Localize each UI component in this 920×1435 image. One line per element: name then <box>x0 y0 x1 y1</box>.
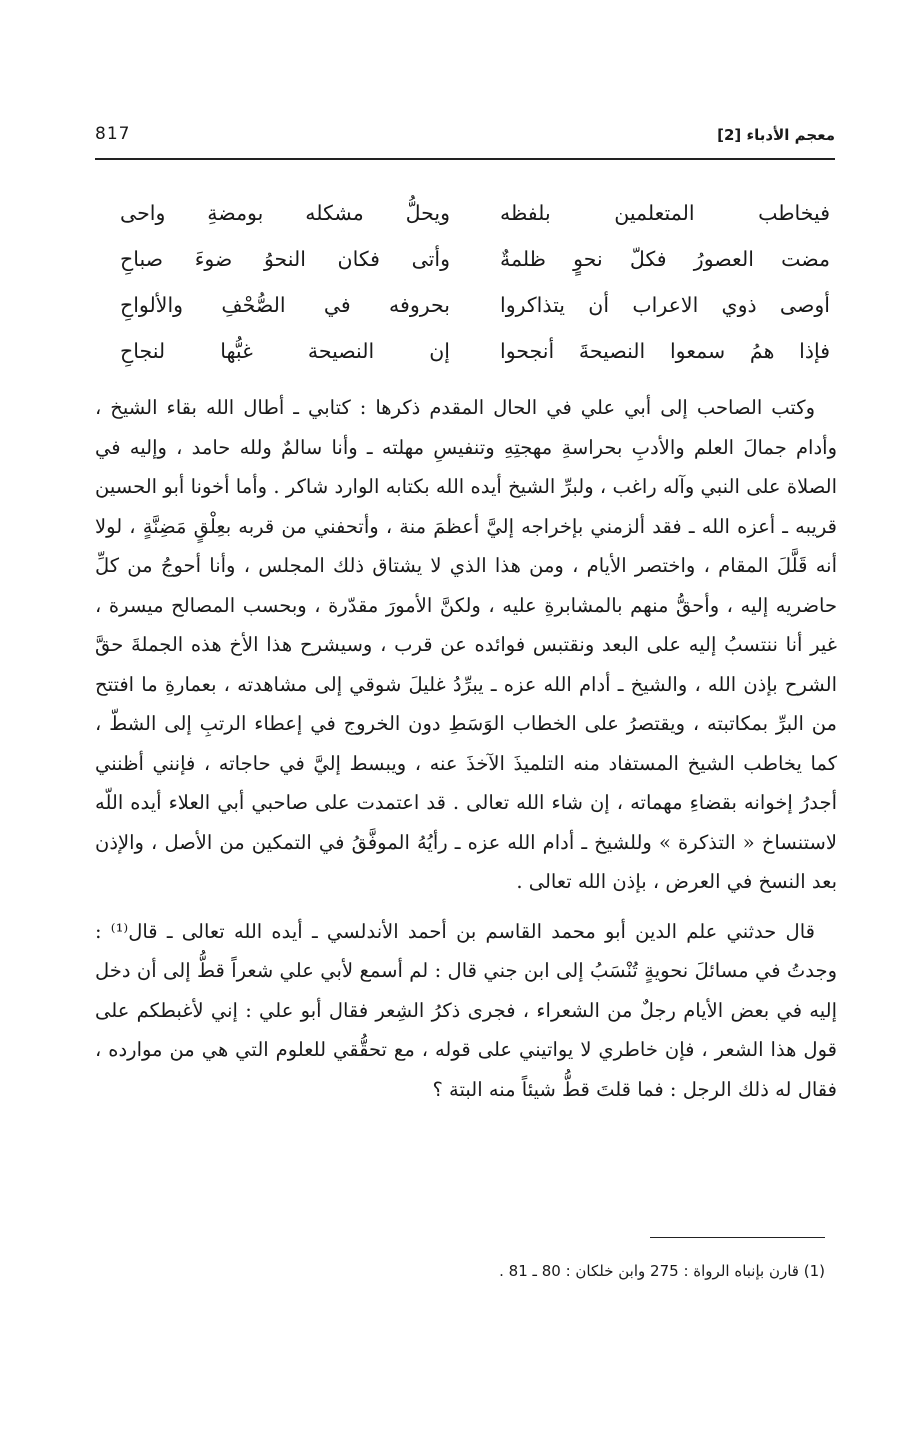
poem-verse <box>120 328 830 374</box>
paragraph-anecdote: قال حدثني علم الدين أبو محمد القاسم بن أحمد الأندلسي ـ أيده الله تعالى ـ قال⁽¹⁾ : وجدتُ في مسائلَ نحويةٍ تُنْسَبُ إلى ابن جني قال : لم أسمع لأبي علي شعراً قطُّ إلى أن دخل إليه في بعض الأيام رجلٌ من الشعراء ، فجرى ذكرُ الشِعر فقال أبو علي : إني لأغبطكم على قول هذا الشعر ، فإن خاطري لا يواتيني على قوله ، مع تحقُّقي للعلوم التي هي من موارده ، فقال له ذلك الرجل : فما قلتَ قطُّ شيئاً منه البتة ؟ <box>95 919 837 1101</box>
verse-second-hemistich: بحروفه في الصُّحْفِ والألواحِ <box>120 293 450 317</box>
footnote-divider <box>650 1237 825 1238</box>
poem-verse <box>120 190 830 236</box>
page-header <box>95 118 835 160</box>
poem-verse <box>120 282 830 328</box>
paragraph-letter: وكتب الصاحب إلى أبي علي في الحال المقدم ذكرها : كتابي ـ أطال الله بقاء الشيخ ، وأدام جمالَ العلم والأدبِ بحراسةِ مهجتِهِ وتنفيسِ مهلته ـ وأنا سالمٌ ولله حامد ، وإليه في الصلاة على النبي وآله راغب ، ولبرِّ الشيخ أيده الله بكتابه الوارد شاكر . وأما أخونا أبو الحسين قريبه ـ أعزه الله ـ فقد ألزمني بإخراجه إليَّ أعظمَ منة ، وأتحفني من قربه بعِلْقٍ مَضِنَّةٍ ، لولا أنه قَلَّلَ المقام ، واختصر الأيام ، ومن هذا الذي لا يشتاق ذلك المجلس ، وأنا أحوجُ من كلِّ حاضريه إليه ، وأحقُّ منهم بالمشابرةِ عليه ، ولكنَّ الأمورَ مقدّرة ، وبحسب المصالح ميسرة ، غير أنا ننتسبُ إليه على البعد ونقتبس فوائده عن قرب ، وسيشرح هذا الأخ هذه الجملةَ حقَّ الشرح بإذن الله ، والشيخ ـ أدام الله عزه ـ يبرِّدُ غليلَ شوقي إلى مشاهدته ، بعمارةِ ما افتتح من البرِّ بمكاتبته ، ويقتصرُ على الخطاب الوَسَطِ دون الخروج في إعطاء الرتبِ إلى الشطّ ، كما يخاطب الشيخ المستفاد منه التلميذَ الآخذَ عنه ، ويبسط إليَّ في حاجاته ، فإنني أظنني أجدرُ إخوانه بقضاءِ مهماته ، إن شاء الله تعالى . قد اعتمدت على صاحبي أبي العلاء أيده اللّه لاستنساخ « التذكرة » وللشيخ ـ أدام الله عزه ـ رأيُهُ الموفَّقُ في التمكين من الأصل ، والإذن بعد النسخ في العرض ، بإذن الله تعالى . <box>95 396 837 893</box>
verse-first-hemistich: مضت العصورُ فكلّ نحوٍ ظلمةٌ <box>500 247 830 271</box>
poem-verse <box>120 236 830 282</box>
poem <box>120 190 830 374</box>
verse-second-hemistich: إن النصيحة غبُّها لنجاحِ <box>120 339 450 363</box>
verse-second-hemistich: وأتى فكان النحوُ ضوءَ صباحِ <box>120 247 450 271</box>
page-number: 817 <box>95 124 131 144</box>
verse-first-hemistich: فيخاطب المتعلمين بلفظه <box>500 201 830 225</box>
body-text <box>95 388 837 1119</box>
running-title: معجم الأدباء [2] <box>717 126 835 144</box>
verse-first-hemistich: فإذا همُ سمعوا النصيحةَ أنجحوا <box>500 339 830 363</box>
footnote: (1) قارن بإنباه الرواة : 275 وابن خلكان : 80 ـ 81 . <box>499 1262 825 1280</box>
verse-first-hemistich: أوصى ذوي الاعراب أن يتذاكروا <box>500 293 830 317</box>
verse-second-hemistich: ويحلُّ مشكله بومضةِ واحى <box>120 201 450 225</box>
